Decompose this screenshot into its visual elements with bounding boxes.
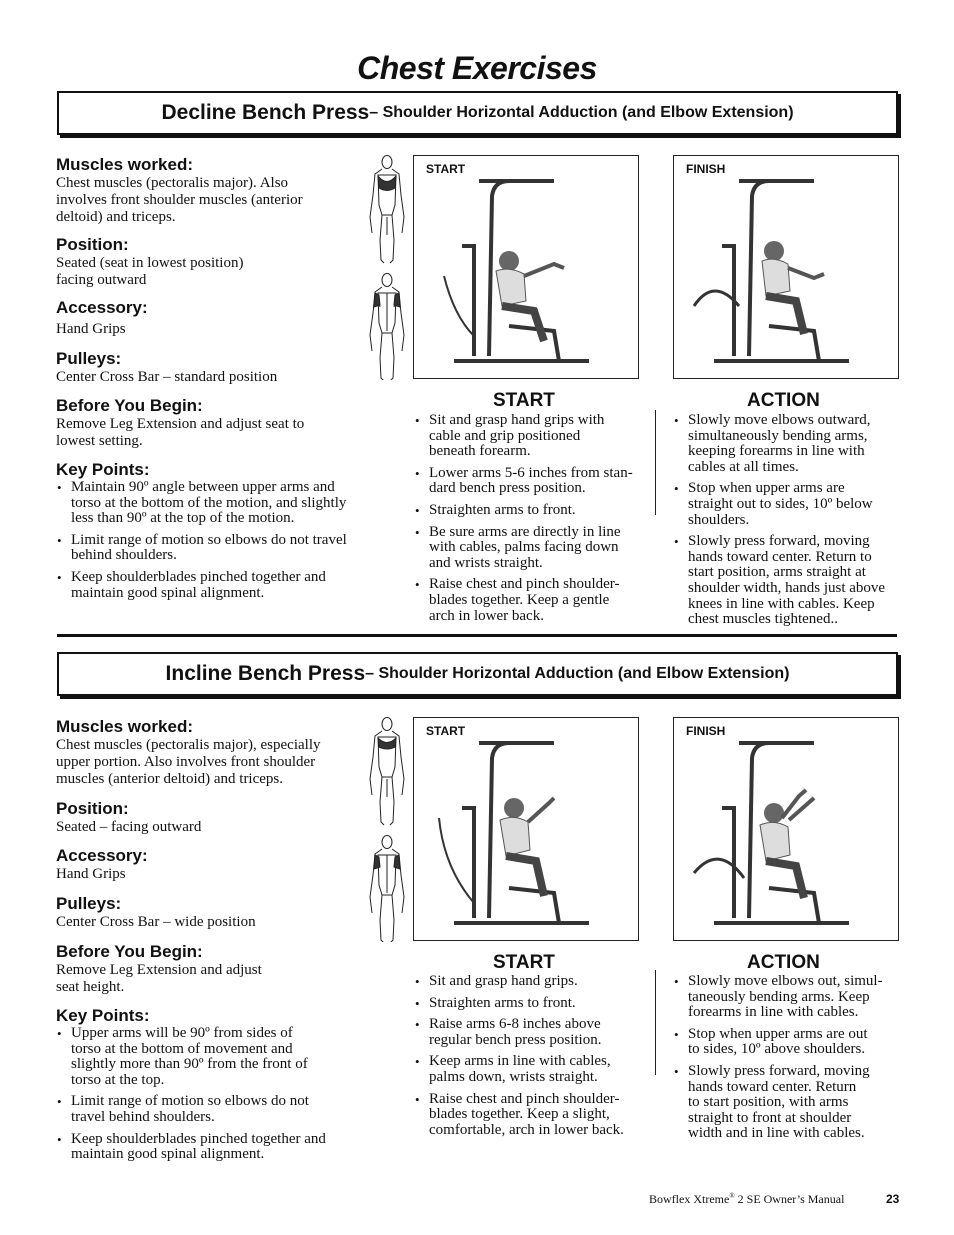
anatomy-figures-icon xyxy=(362,717,412,942)
muscles-heading: Muscles worked: xyxy=(56,717,193,736)
accessory-heading: Accessory: xyxy=(56,298,148,317)
keypoint-item: • Limit range of motion so elbows do not travel behind shoulders. xyxy=(56,533,386,564)
accessory-heading: Accessory: xyxy=(56,846,148,865)
pulleys-text: Center Cross Bar – standard position xyxy=(56,369,278,385)
section-banner-incline xyxy=(57,652,898,696)
finish-photo-label: FINISH xyxy=(686,724,726,738)
before-text: Remove Leg Extension and adjust seat height. xyxy=(56,962,262,995)
start-steps xyxy=(414,974,654,1144)
before-text: Remove Leg Extension and adjust seat to lowest setting. xyxy=(56,416,305,449)
start-steps xyxy=(414,413,654,630)
action-steps xyxy=(673,413,913,634)
muscles-text: Chest muscles (pectoralis major). Also involves front shoulder muscles (anterior deltoid) and triceps. xyxy=(56,175,303,225)
footer-registered-mark: ® xyxy=(729,1192,735,1200)
page-number: 23 xyxy=(886,1192,900,1206)
bowflex-machine-start-image xyxy=(414,718,638,940)
section-divider xyxy=(57,634,897,637)
column-divider xyxy=(655,970,656,1075)
finish-photo-label: FINISH xyxy=(686,162,726,176)
position-text: Seated – facing outward xyxy=(56,819,202,835)
keypoint-item: • Keep shoulderblades pinched together and maintain good spinal alignment. xyxy=(56,1132,386,1163)
keypoint-item: • Keep shoulderblades pinched together and maintain good spinal alignment. xyxy=(56,570,386,601)
incline-details xyxy=(56,717,386,1169)
start-step: • Be sure arms are directly in line with cables, palms facing down and wrists straight. xyxy=(414,525,654,572)
footer-manual-prefix: Bowflex Xtreme xyxy=(649,1192,730,1206)
anatomy-figures-icon xyxy=(362,155,412,380)
action-step: • Slowly move elbows out, simul- taneously bending arms. Keep forearms in line with cables. xyxy=(673,974,913,1021)
start-photo-label: START xyxy=(426,724,466,738)
action-step: • Slowly move elbows outward, simultaneously bending arms, keeping forearms in line with cables at all times. xyxy=(673,413,913,475)
action-step: • Stop when upper arms are out to sides, 10º above shoulders. xyxy=(673,1027,913,1058)
start-step: • Straighten arms to front. xyxy=(414,996,654,1012)
start-photo-label: START xyxy=(426,162,466,176)
before-heading: Before You Begin: xyxy=(56,396,203,415)
decline-details xyxy=(56,155,386,607)
action-heading: ACTION xyxy=(747,390,820,411)
keypoints-heading: Key Points: xyxy=(56,460,150,479)
start-step: • Raise chest and pinch shoulder- blades together. Keep a gentle arch in lower back. xyxy=(414,577,654,624)
muscles-text: Chest muscles (pectoralis major), especially upper portion. Also involves front shoulder muscles (anterior deltoid) and triceps. xyxy=(56,737,321,787)
start-step: • Raise arms 6-8 inches above regular bench press position. xyxy=(414,1017,654,1048)
start-photo xyxy=(413,155,639,379)
before-heading: Before You Begin: xyxy=(56,942,203,961)
action-steps xyxy=(673,974,913,1148)
start-step: • Straighten arms to front. xyxy=(414,503,654,519)
keypoints-list xyxy=(56,480,386,601)
exercise-subtitle: – Shoulder Horizontal Adduction (and Elbow Extension) xyxy=(369,104,794,121)
pulleys-heading: Pulleys: xyxy=(56,894,122,913)
footer-manual-title xyxy=(649,1192,844,1207)
keypoint-item: • Upper arms will be 90º from sides of torso at the bottom of movement and slightly more than 90º from the front of torso at the top. xyxy=(56,1026,386,1088)
start-step: • Sit and grasp hand grips with cable and grip positioned beneath forearm. xyxy=(414,413,654,460)
exercise-name: Decline Bench Press xyxy=(161,101,370,124)
exercise-subtitle: – Shoulder Horizontal Adduction (and Elbow Extension) xyxy=(365,665,790,682)
pulleys-text: Center Cross Bar – wide position xyxy=(56,914,256,930)
bowflex-machine-start-image xyxy=(414,156,638,378)
start-step: • Raise chest and pinch shoulder- blades together. Keep a slight, comfortable, arch in lower back. xyxy=(414,1092,654,1139)
start-photo xyxy=(413,717,639,941)
keypoints-heading: Key Points: xyxy=(56,1006,150,1025)
keypoints-list xyxy=(56,1026,386,1163)
bowflex-machine-finish-image xyxy=(674,156,898,378)
pulleys-heading: Pulleys: xyxy=(56,349,122,368)
action-step: • Slowly press forward, moving hands toward center. Return to start position, arms straight at shoulder width, hands just above knees in line with cables. Keep chest muscles tightened.. xyxy=(673,534,913,628)
keypoint-item: • Limit range of motion so elbows do not travel behind shoulders. xyxy=(56,1094,386,1125)
start-step: • Lower arms 5-6 inches from stan- dard bench press position. xyxy=(414,466,654,497)
position-heading: Position: xyxy=(56,235,129,254)
accessory-text: Hand Grips xyxy=(56,321,126,337)
action-step: • Slowly press forward, moving hands toward center. Return to start position, with arms straight to front at shoulder width and in line with cables. xyxy=(673,1064,913,1142)
position-text: Seated (seat in lowest position) facing outward xyxy=(56,255,244,288)
section-banner-decline xyxy=(57,91,898,135)
column-divider xyxy=(655,410,656,515)
start-heading: START xyxy=(493,952,555,973)
bowflex-machine-finish-image xyxy=(674,718,898,940)
start-step: • Sit and grasp hand grips. xyxy=(414,974,654,990)
action-step: • Stop when upper arms are straight out to sides, 10º below shoulders. xyxy=(673,481,913,528)
finish-photo xyxy=(673,717,899,941)
page-title: Chest Exercises xyxy=(357,50,597,86)
finish-photo xyxy=(673,155,899,379)
accessory-text: Hand Grips xyxy=(56,866,126,882)
exercise-name: Incline Bench Press xyxy=(165,662,366,685)
start-step: • Keep arms in line with cables, palms down, wrists straight. xyxy=(414,1054,654,1085)
keypoint-item: • Maintain 90º angle between upper arms and torso at the bottom of the motion, and slightly less than 90º at the top of the motion. xyxy=(56,480,386,527)
muscles-heading: Muscles worked: xyxy=(56,155,193,174)
position-heading: Position: xyxy=(56,799,129,818)
action-heading: ACTION xyxy=(747,952,820,973)
start-heading: START xyxy=(493,390,555,411)
footer-manual-suffix: 2 SE Owner’s Manual xyxy=(734,1192,845,1206)
